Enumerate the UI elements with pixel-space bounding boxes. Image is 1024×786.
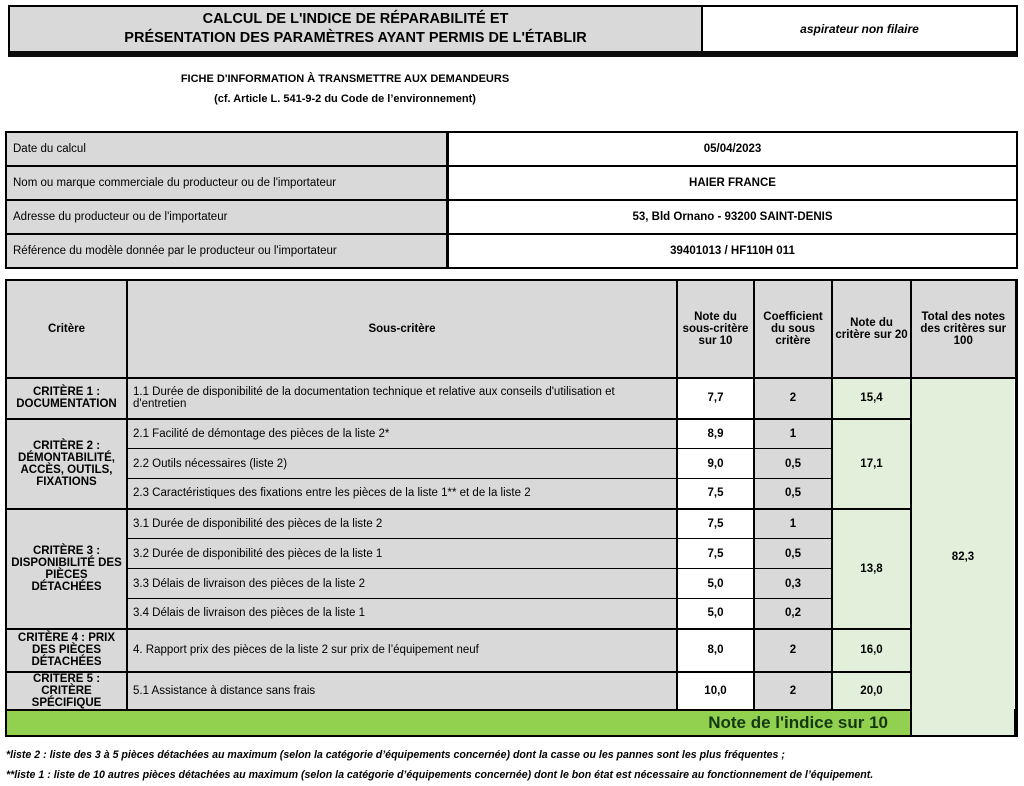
row-4 [6,629,1017,672]
score-header-row [6,280,1017,378]
coeff-3-3: 0,3 [754,569,832,599]
header-total: Total des notes des critères sur 100 [911,280,1015,378]
coeff-3-1: 1 [754,509,832,539]
info-value-producer: HAIER FRANCE [448,166,1018,200]
info-row-address [6,200,1017,234]
subtitle-line2: (cf. Article L. 541-9-2 du Code de l’environnement) [214,92,476,105]
info-value-date: 05/04/2023 [448,132,1018,166]
info-label-model-ref: Référence du modèle donnée par le producteur ou l'importateur [6,234,448,268]
note-3-3: 5,0 [677,569,754,599]
sous-critere-2-3: 2.3 Caractéristiques des fixations entre les pièces de la liste 1** et de la liste 2 [127,479,677,509]
info-label-address: Adresse du producteur ou de l'importateur [6,200,448,234]
document-title-line1: CALCUL DE L'INDICE DE RÉPARABILITÉ ET [202,11,509,27]
sous-critere-4: 4. Rapport prix des pièces de la liste 2 sur prix de l’équipement neuf [127,629,677,672]
note-2-1: 8,9 [677,419,754,449]
coeff-4: 2 [754,629,832,672]
coeff-1-1: 2 [754,378,832,419]
score-table [5,279,1018,737]
row-5-1 [6,672,1017,710]
info-value-address: 53, Bld Ornano - 93200 SAINT-DENIS [448,200,1018,234]
note-3-2: 7,5 [677,539,754,569]
final-score-value [1015,710,1017,736]
note-3-1: 7,5 [677,509,754,539]
note20-critere-1: 15,4 [832,378,911,419]
header-banner [8,5,1018,57]
critere-5-label: CRITÈRE 5 : CRITÈRE SPÉCIFIQUE [6,672,127,710]
header-coefficient: Coefficient du sous critère [754,280,832,378]
info-row-date [6,132,1017,166]
document-title [10,7,703,51]
sous-critere-3-2: 3.2 Durée de disponibilité des pièces de la liste 1 [127,539,677,569]
header-sous-critere: Sous-critère [127,280,677,378]
sous-critere-3-1: 3.1 Durée de disponibilité des pièces de la liste 2 [127,509,677,539]
row-2-1 [6,419,1017,449]
critere-2-label: CRITÈRE 2 : DÉMONTABILITÉ, ACCÈS, OUTILS, FIXATIONS [6,419,127,509]
note-5-1: 10,0 [677,672,754,710]
coeff-3-2: 0,5 [754,539,832,569]
sous-critere-3-4: 3.4 Délais de livraison des pièces de la liste 1 [127,599,677,629]
note-2-3: 7,5 [677,479,754,509]
final-score-label: Note de l'indice sur 10 [6,710,911,736]
header-note-sous-critere: Note du sous-critère sur 10 [677,280,754,378]
info-label-date: Date du calcul [6,132,448,166]
note-3-4: 5,0 [677,599,754,629]
subtitle-block [0,70,690,110]
info-table [5,131,1018,269]
total-notes-cell: 82,3 [911,378,1015,736]
sous-critere-3-3: 3.3 Délais de livraison des pièces de la liste 2 [127,569,677,599]
note-1-1: 7,7 [677,378,754,419]
product-category-label: aspirateur non filaire [800,22,919,37]
coeff-2-1: 1 [754,419,832,449]
row-3-1 [6,509,1017,539]
footnotes [6,745,1018,786]
sous-critere-1-1: 1.1 Durée de disponibilité de la documentation technique et relative aux conseils d'utilisation et d'entretien [127,378,677,419]
row-1-1 [6,378,1017,419]
note20-critere-3: 13,8 [832,509,911,629]
info-value-model-ref: 39401013 / HF110H 011 [448,234,1018,268]
critere-3-label: CRITÈRE 3 : DISPONIBILITÉ DES PIÈCES DÉTACHÉES [6,509,127,629]
coeff-3-4: 0,2 [754,599,832,629]
note-4: 8,0 [677,629,754,672]
critere-1-label: CRITÈRE 1 : DOCUMENTATION [6,378,127,419]
note20-critere-5: 20,0 [832,672,911,710]
sous-critere-5-1: 5.1 Assistance à distance sans frais [127,672,677,710]
product-category-box [703,7,1016,51]
footnote-liste1: **liste 1 : liste de 10 autres pièces détachées au maximum (selon la catégorie d’équipements concernée) dont le bon état est nécessaire au fonctionnement de l’équipement. [6,769,874,782]
final-score-row [6,710,1017,736]
coeff-5-1: 2 [754,672,832,710]
info-label-producer: Nom ou marque commerciale du producteur ou de l'importateur [6,166,448,200]
header-note-critere: Note du critère sur 20 [832,280,911,378]
coeff-2-2: 0,5 [754,449,832,479]
note-2-2: 9,0 [677,449,754,479]
coeff-2-3: 0,5 [754,479,832,509]
subtitle-line1: FICHE D'INFORMATION À TRANSMETTRE AUX DEMANDEURS [180,73,510,86]
footnote-liste2: *liste 2 : liste des 3 à 5 pièces détachées au maximum (selon la catégorie d’équipements concernée) dont la casse ou les pannes sont les plus fréquentes ; [6,748,785,761]
document-title-line2: PRÉSENTATION DES PARAMÈTRES AYANT PERMIS DE L'ÉTABLIR [124,29,587,46]
note20-critere-2: 17,1 [832,419,911,509]
sous-critere-2-2: 2.2 Outils nécessaires (liste 2) [127,449,677,479]
info-row-model-ref [6,234,1017,268]
info-row-producer [6,166,1017,200]
critere-4-label: CRITÈRE 4 : PRIX DES PIÈCES DÉTACHÉES [6,629,127,672]
header-critere: Critère [6,280,127,378]
sous-critere-2-1: 2.1 Facilité de démontage des pièces de la liste 2* [127,419,677,449]
note20-critere-4: 16,0 [832,629,911,672]
